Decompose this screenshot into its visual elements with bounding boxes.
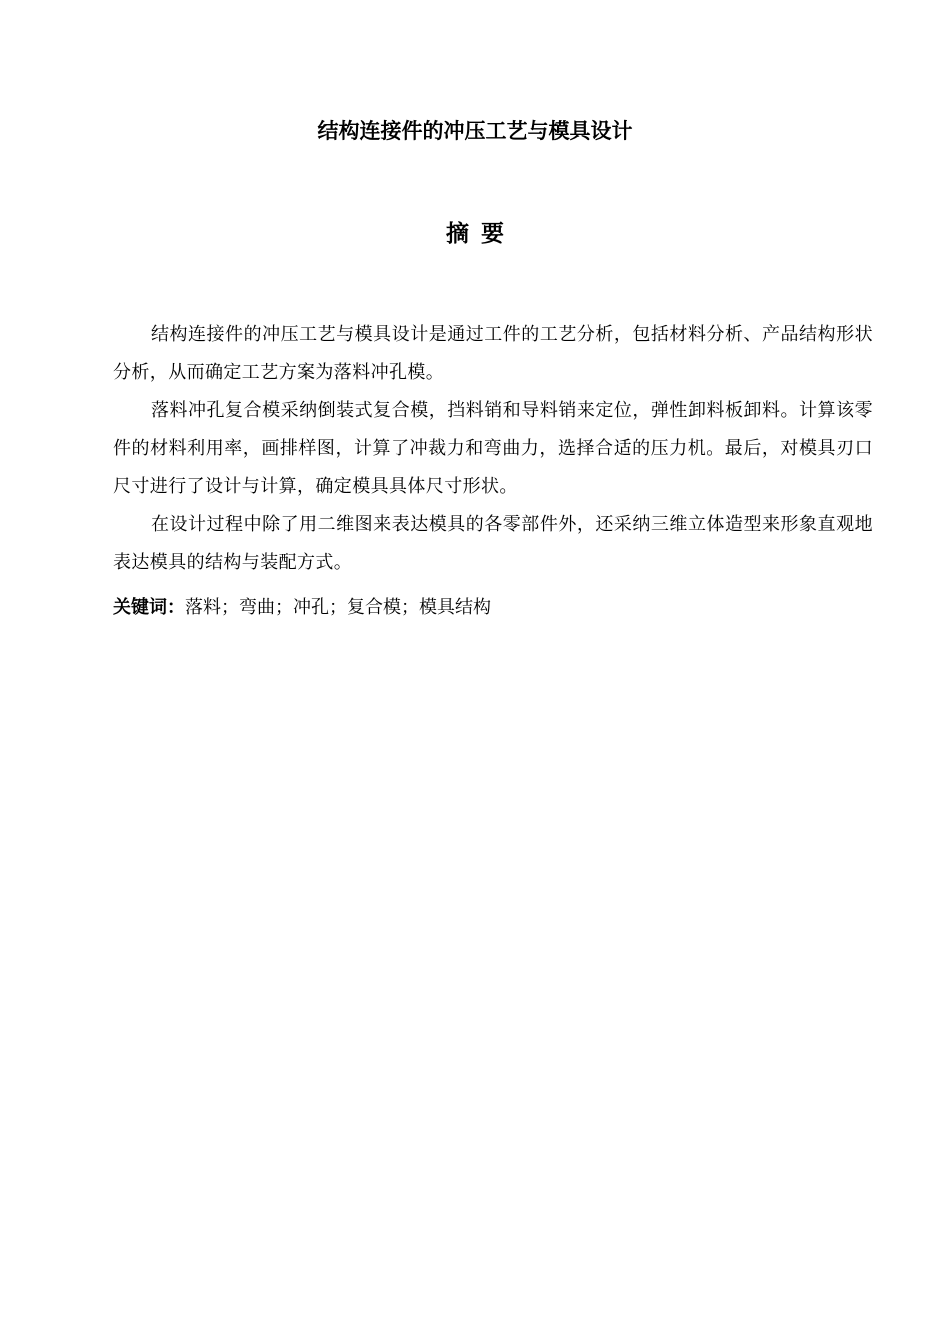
keywords-label: 关键词： <box>113 597 185 618</box>
abstract-paragraph-3: 在设计过程中除了用二维图来表达模具的各零部件外，还采纳三维立体造型来形象直观地表达模具的结构与装配方式。 <box>113 514 873 573</box>
keywords-text: 落料；弯曲；冲孔；复合模；模具结构 <box>185 597 491 618</box>
abstract-paragraph-1: 结构连接件的冲压工艺与模具设计是通过工件的工艺分析，包括材料分析、产品结构形状分析，从而确定工艺方案为落料冲孔模。 <box>113 324 873 383</box>
keywords-line <box>113 593 873 623</box>
abstract-paragraph-2: 落料冲孔复合模采纳倒装式复合模，挡料销和导料销来定位，弹性卸料板卸料。计算该零件的材料利用率，画排样图，计算了冲裁力和弯曲力，选择合适的压力机。最后，对模具刃口尺寸进行了设计与计算，确定模具具体尺寸形状。 <box>113 400 873 497</box>
abstract-body <box>113 316 873 582</box>
abstract-heading: 摘要 <box>446 221 516 247</box>
document-title: 结构连接件的冲压工艺与模具设计 <box>317 119 633 143</box>
